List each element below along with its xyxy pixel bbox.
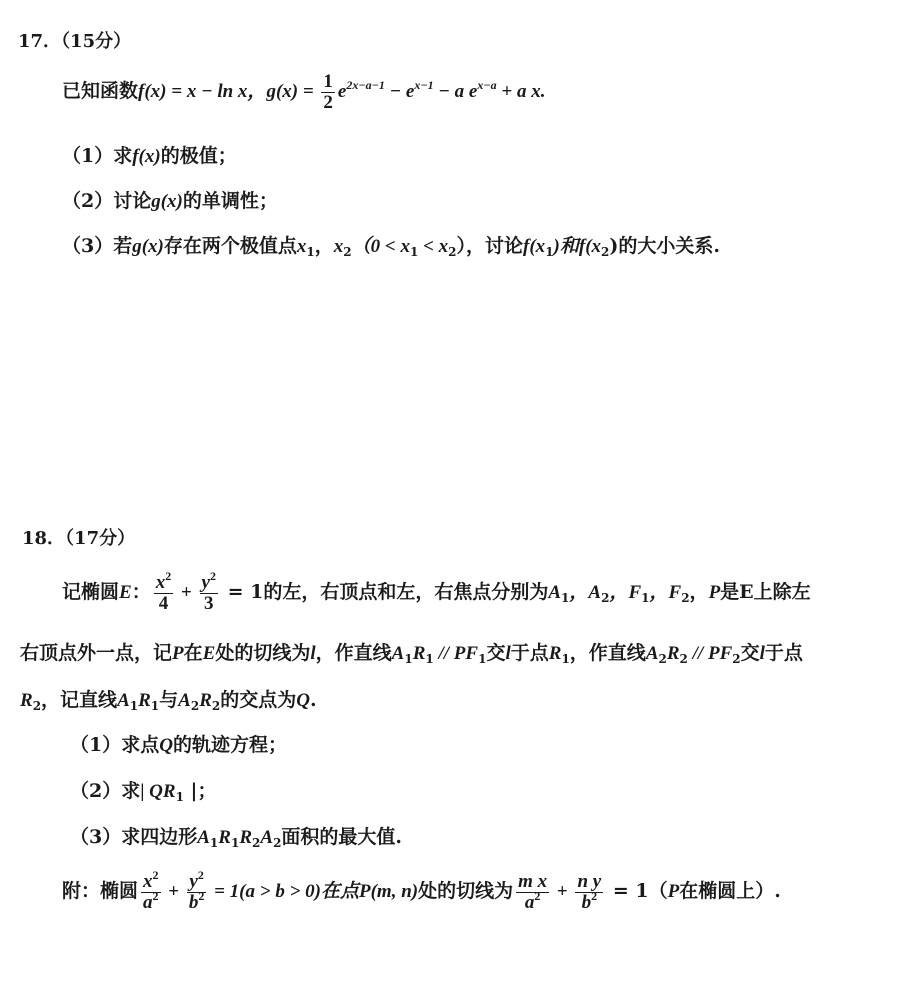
q3-gx: g(x) — [132, 236, 164, 257]
l2-t2: 在 — [183, 642, 203, 664]
l1-tail: 是E上除左 — [720, 581, 811, 603]
problem-18-appendix — [62, 868, 781, 915]
app-label: 附：椭圆 — [62, 880, 139, 902]
app-cond: = 1(a > b > 0)在点 — [209, 881, 359, 902]
q3-mid1: 存在两个极值点 — [163, 235, 297, 257]
q1-prefix: （1）求点 — [70, 734, 160, 756]
q1-fx: f(x) — [132, 146, 161, 167]
sq: 2 — [591, 888, 598, 903]
app-ny: n y — [577, 870, 602, 892]
l3-s2: 2 — [32, 699, 42, 713]
l1-colon: ： — [131, 581, 151, 603]
b-var: b — [188, 891, 199, 913]
l2-t8: 交 — [740, 642, 760, 664]
app-tail: 在椭圆上）. — [679, 880, 781, 902]
problem-18-line3 — [20, 688, 317, 713]
fraction-mx-a2 — [516, 872, 549, 913]
l2-l2: l — [505, 643, 511, 664]
term-4: + a x. — [496, 81, 546, 102]
q1-suffix: 的轨迹方程； — [172, 734, 287, 756]
l2-R1: R — [412, 643, 426, 664]
problem-18-line1 — [62, 570, 811, 615]
q3-s2b: 2 — [273, 836, 282, 850]
app-mx: m x — [518, 870, 548, 892]
l3-A1: A — [117, 690, 130, 711]
q3-cond-mid: < x — [418, 236, 449, 257]
sq: 2 — [152, 867, 159, 882]
l3-Q: Q — [296, 690, 311, 711]
l1-A2: ，A — [569, 582, 602, 603]
q3-R1: R — [218, 827, 231, 848]
exp-1: 2x−a−1 — [346, 78, 385, 92]
l2-t7: ，作直线 — [569, 642, 646, 664]
l3-t3: 的交点为 — [220, 689, 297, 711]
app-b2 — [187, 888, 207, 913]
l3-A2: A — [178, 690, 191, 711]
app-plus2: + — [552, 881, 573, 902]
l1-A1-sub: 1 — [561, 591, 570, 605]
l1-eq: = 1的左，右顶点和左，右焦点分别为 — [220, 581, 549, 603]
term-3: − a e — [433, 81, 478, 102]
q2-gx: g(x) — [151, 191, 183, 212]
q3-suffix: 面积的最大值. — [281, 826, 403, 848]
fraction-half — [321, 72, 335, 113]
l3-s1: 1 — [129, 699, 139, 713]
l1-plus: + — [176, 582, 197, 603]
y-var: y — [201, 571, 210, 593]
q3-fx2: f(x — [578, 236, 602, 257]
app-a2b — [516, 888, 549, 913]
l1-F2: ，F — [649, 582, 682, 603]
l3-s1b: 1 — [150, 699, 160, 713]
a-var: a — [143, 891, 153, 913]
l2-t3: 处的切线为 — [215, 642, 311, 664]
e-base: e — [337, 81, 347, 102]
l3-t1: ，记直线 — [41, 689, 118, 711]
l1-A1: A — [548, 582, 562, 603]
app-P2: P — [667, 881, 680, 902]
app-plus: + — [163, 881, 184, 902]
l2-R1b: R — [548, 643, 562, 664]
l2-s1d: 1 — [561, 652, 570, 666]
q2-prefix: （2）讨论 — [62, 190, 152, 212]
l1-F1-sub: 1 — [641, 591, 650, 605]
l2-A2: A — [645, 643, 659, 664]
frac-y2-num — [200, 568, 218, 594]
l2-t5: 交 — [486, 642, 506, 664]
sq: 2 — [197, 867, 204, 882]
frac-x2-num — [154, 568, 174, 594]
sq: 2 — [198, 888, 205, 903]
l2-s1b: 1 — [425, 652, 434, 666]
sq: 2 — [534, 888, 541, 903]
q3-fx1-sub: 1 — [545, 245, 554, 259]
problem-18-q1 — [70, 733, 287, 758]
l1-F2-sub: 2 — [681, 591, 690, 605]
x-var: x — [143, 870, 153, 892]
l2-l3: l — [759, 643, 765, 664]
q3-prefix: （3）若 — [62, 235, 133, 257]
q3-and: )和 — [553, 236, 579, 257]
q1-suffix: 的极值； — [160, 145, 237, 167]
header-text: 17．（15分） — [18, 31, 132, 52]
q3-fx1: f(x — [523, 236, 546, 257]
l3-s2b: 2 — [211, 699, 221, 713]
q3-cond-open: （0 < x — [351, 236, 410, 257]
l1-E: E — [119, 582, 132, 603]
app-b2b — [575, 888, 603, 913]
l2-P: P — [172, 643, 184, 664]
exp-3: x−a — [477, 78, 497, 92]
problem-18-header — [22, 527, 135, 551]
q3-x1: x — [296, 236, 307, 257]
header-text: 18．（17分） — [22, 528, 136, 549]
app-a2 — [141, 888, 161, 913]
l3-dot: . — [310, 689, 317, 711]
l2-par2: // PF — [687, 643, 733, 664]
g-lhs: g(x) = — [266, 81, 319, 102]
q2-sub: 1 — [175, 790, 184, 804]
l1-P: P — [708, 582, 721, 603]
sq: 2 — [209, 568, 216, 583]
fraction-x2-a2 — [141, 867, 161, 913]
q3-x2-sub: 2 — [343, 245, 352, 259]
problem-17-q2 — [62, 189, 278, 214]
sq: 2 — [165, 568, 172, 583]
x-var: x — [155, 571, 166, 593]
l2-t6: 于点 — [510, 642, 549, 664]
problem-17-header — [18, 30, 131, 54]
l2-R2: R — [666, 643, 680, 664]
q2-prefix: （2）求 — [70, 780, 141, 802]
l3-R2b: R — [199, 690, 212, 711]
q3-cond-s2: 2 — [448, 245, 457, 259]
f-rhs: = x − ln x， — [166, 81, 267, 102]
y-var: y — [189, 870, 198, 892]
q3-s2: 2 — [252, 836, 261, 850]
a-var: a — [524, 891, 535, 913]
q2-close: |； — [183, 780, 217, 802]
b-var: b — [581, 891, 592, 913]
q3-fx2-sub: 2 — [601, 245, 610, 259]
problem-18-q3 — [70, 825, 402, 850]
l2-par: // PF — [433, 643, 479, 664]
q3-R2: R — [239, 827, 253, 848]
q3-cond-close: ），讨论 — [456, 235, 524, 257]
l2-s1: 1 — [404, 652, 413, 666]
exp-2: x−1 — [414, 78, 434, 92]
sq: 2 — [152, 888, 159, 903]
l2-s2c: 2 — [732, 652, 741, 666]
q1-prefix: （1）求 — [62, 145, 133, 167]
q2-open: | — [140, 781, 150, 802]
q3-s1b: 1 — [230, 836, 240, 850]
f-lhs: f(x) — [138, 81, 167, 102]
l2-s2b: 2 — [679, 652, 688, 666]
l1-intro: 记椭圆 — [62, 581, 120, 603]
l2-A1: A — [391, 643, 405, 664]
q3-prefix: （3）求四边形 — [70, 826, 198, 848]
q3-x2: x — [333, 236, 344, 257]
q3-cond-s1: 1 — [409, 245, 419, 259]
app-eq: = 1（ — [606, 880, 668, 902]
l3-t2: 与 — [159, 689, 179, 711]
l2-t9: 于点 — [764, 642, 803, 664]
l2-s1c: 1 — [478, 652, 487, 666]
problem-18-q2 — [70, 779, 216, 804]
problem-17-stem — [62, 70, 545, 113]
fraction-y2-3 — [200, 568, 218, 614]
q3-x1-sub: 1 — [306, 245, 315, 259]
app-mid: 处的切线为 — [418, 880, 514, 902]
l1-sep4: ， — [689, 581, 709, 603]
q3-comma: ， — [314, 235, 334, 257]
q1-Q: Q — [159, 735, 173, 756]
den-3: 3 — [204, 592, 214, 614]
fraction-ny-b2 — [575, 872, 603, 913]
l2-t1: 右顶点外一点，记 — [20, 642, 173, 664]
q3-suffix: )的大小关系. — [609, 235, 720, 257]
q2-suffix: 的单调性； — [182, 190, 278, 212]
l1-A2-sub: 2 — [601, 591, 610, 605]
term-2: − e — [384, 81, 415, 102]
half-numerator: 1 — [323, 70, 333, 92]
problem-17-q3 — [62, 234, 720, 259]
problem-18-line2 — [20, 641, 803, 666]
app-P: P(m, n) — [358, 881, 419, 902]
l2-E: E — [202, 643, 216, 664]
l1-F1: ，F — [609, 582, 642, 603]
half-denominator: 2 — [323, 91, 333, 113]
l3-R2: R — [20, 690, 33, 711]
l3-s2a: 2 — [190, 699, 200, 713]
l3-R1: R — [138, 690, 151, 711]
problem-17-q1 — [62, 144, 237, 169]
fraction-y2-b2 — [187, 867, 207, 913]
q2-QR: QR — [149, 781, 176, 802]
q3-A2: A — [260, 827, 274, 848]
q3-A1: A — [197, 827, 210, 848]
q3-s1: 1 — [209, 836, 219, 850]
fraction-x2-4 — [154, 568, 174, 614]
l2-t4: ，作直线 — [315, 642, 392, 664]
l2-l: l — [310, 643, 316, 664]
den-4: 4 — [158, 592, 169, 614]
l2-s2: 2 — [658, 652, 667, 666]
stem-intro: 已知函数 — [62, 80, 139, 102]
